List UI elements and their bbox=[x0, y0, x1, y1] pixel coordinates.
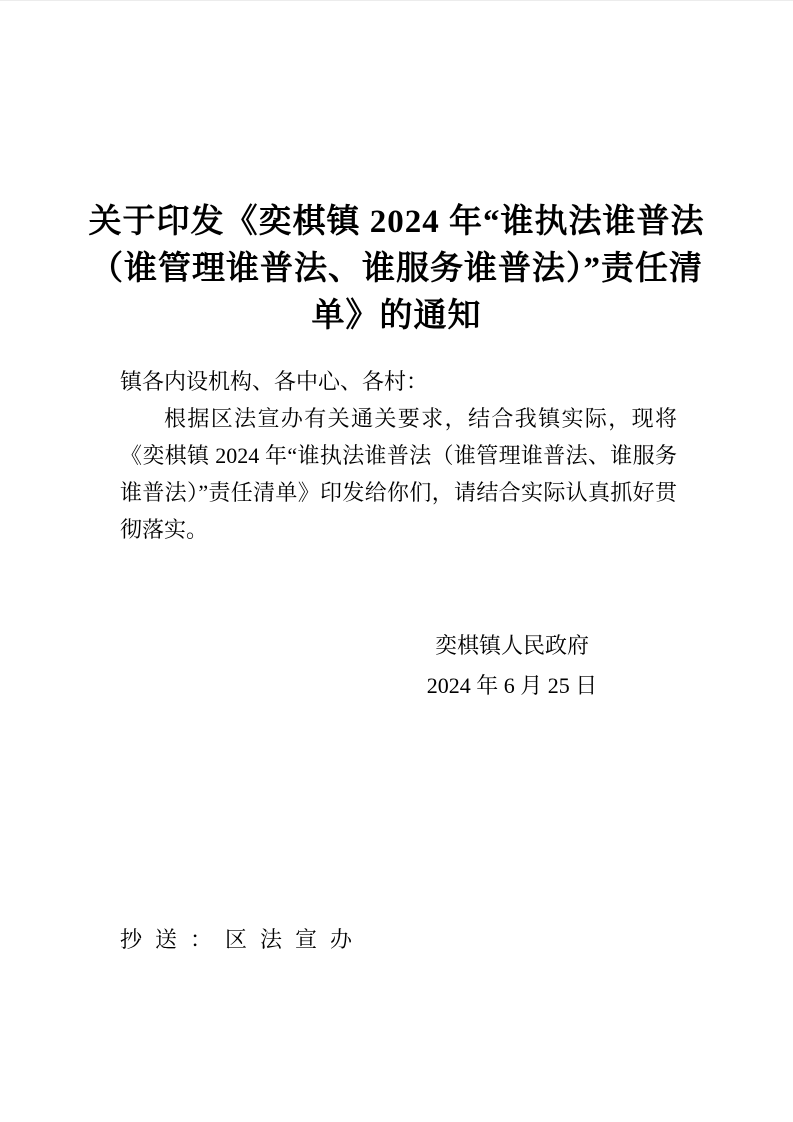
issue-date: 2024 年 6 月 25 日 bbox=[426, 673, 598, 698]
salutation: 镇各内设机构、各中心、各村： bbox=[120, 369, 429, 394]
cc-line: 抄送：区法宣办 bbox=[120, 927, 366, 952]
document-title-line-3: 单》的通知 bbox=[311, 298, 482, 334]
document-title-line-1: 关于印发《奕棋镇 2024 年“谁执法谁普法 bbox=[88, 204, 705, 240]
document-title bbox=[0, 1, 793, 340]
signature-block bbox=[352, 626, 672, 706]
issuing-authority: 奕棋镇人民政府 bbox=[434, 633, 589, 658]
document-title-line-2: （谁管理谁普法、谁服务谁普法）”责任清 bbox=[90, 251, 703, 287]
body-paragraph: 根据区法宣办有关通关要求，结合我镇实际，现将《奕棋镇 2024 年“谁执法谁普法（谁管理谁普法、谁服务谁普法）”责任清单》印发给你们，请结合实际认真抓好贯彻落实。 bbox=[120, 406, 677, 542]
document-body bbox=[120, 363, 677, 548]
